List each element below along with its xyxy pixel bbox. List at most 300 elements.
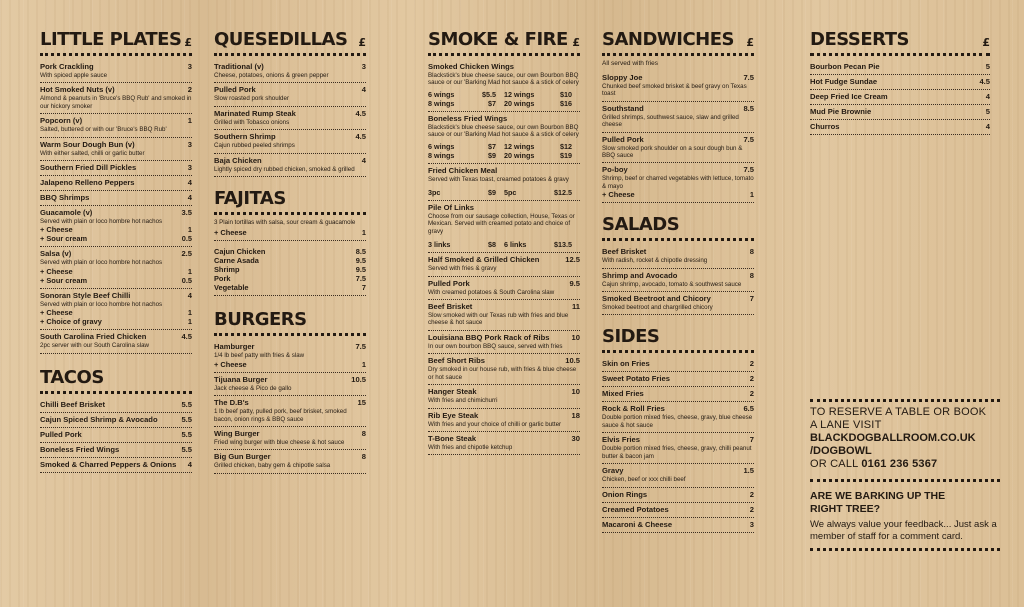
item-description: Served with plain or loco hombre hot nachos <box>40 218 163 226</box>
item-description: Double portion mixed fries, cheese, gravy, blue cheese sauce & hot sauce <box>602 414 753 429</box>
menu-item <box>810 60 990 75</box>
menu-item-row <box>40 193 192 202</box>
item-price: 4.5 <box>355 108 366 118</box>
column-2 <box>214 30 366 474</box>
price-option <box>428 90 504 99</box>
portion-label: 12 wings <box>504 141 535 151</box>
menu-item-row <box>602 374 754 383</box>
menu-item-row <box>40 400 192 409</box>
portion-label: 6 wings <box>428 141 455 151</box>
item-price: 5 <box>985 62 990 71</box>
item-description: Shrimp, beef or charred vegetables with lettuce, tomato & mayo <box>602 175 754 190</box>
menu-item-row <box>602 271 754 280</box>
reserve-line-2: A LANE VISIT <box>810 419 882 431</box>
menu-item-row <box>40 415 192 424</box>
portion-price: $16 <box>560 98 572 108</box>
menu-item-row <box>428 255 580 264</box>
portion-price: $13.5 <box>554 240 572 250</box>
item-price: 7.5 <box>743 134 754 144</box>
menu-item <box>40 289 192 330</box>
menu-item-row <box>40 430 192 439</box>
menu-item-row <box>214 452 366 461</box>
item-price: 8.5 <box>743 103 754 113</box>
little-plates-header <box>40 30 192 56</box>
portion-price: $19 <box>560 150 572 160</box>
menu-item-row <box>810 77 990 86</box>
item-name: Cajun Spiced Shrimp & Avocado <box>40 414 158 424</box>
item-price: 7.5 <box>355 274 366 284</box>
item-description: With fries and chipotle ketchup <box>428 443 513 451</box>
item-name: Southern Fried Dill Pickles <box>40 163 137 173</box>
item-description: Blackstick's blue cheese sauce, our own Bourbon BBQ sauce or our 'Barking Mad hot sauce & a stick of celery <box>428 123 579 139</box>
menu-item <box>214 154 366 177</box>
sides-title: SIDES <box>602 326 660 348</box>
portion-label: 8 wings <box>428 98 455 108</box>
menu-item-row <box>602 135 754 144</box>
portion-price: $9 <box>488 150 496 160</box>
item-price: 7 <box>749 294 754 304</box>
option-label: + Cheese <box>40 266 73 276</box>
menu-item-row <box>810 62 990 71</box>
item-price: 2 <box>749 374 754 384</box>
fajita-row <box>214 247 366 256</box>
burgers-title: BURGERS <box>214 309 307 331</box>
item-name: South Carolina Fried Chicken <box>40 332 147 342</box>
divider <box>810 399 1000 402</box>
portion-label: 3 links <box>428 240 451 250</box>
burgers-list <box>214 340 366 473</box>
item-price: 1.5 <box>743 466 754 476</box>
menu-item <box>40 138 192 161</box>
item-name: BBQ Shrimps <box>40 193 90 203</box>
price-option <box>428 142 504 151</box>
divider <box>810 479 1000 482</box>
item-description: With radish, rocket & chipotle dressing <box>602 257 708 265</box>
item-description: Served with Texas toast, creamed potatoes & gravy <box>428 175 569 183</box>
item-name: Southstand <box>602 103 644 113</box>
menu-item <box>40 60 192 83</box>
menu-item-row <box>214 132 366 141</box>
item-name: Pulled Pork <box>428 278 470 288</box>
portion-price: $7 <box>488 141 496 151</box>
menu-item-row <box>428 333 580 342</box>
item-name: Warm Sour Dough Bun (v) <box>40 139 135 149</box>
item-name: Hanger Steak <box>428 387 477 397</box>
item-description: Cajun shrimp, avocado, tomato & southwest sauce <box>602 280 742 288</box>
item-name: Popcorn (v) <box>40 116 83 126</box>
portion-price: $12.5 <box>554 188 572 198</box>
item-name: Traditional (v) <box>214 62 264 71</box>
item-option <box>602 190 754 199</box>
menu-item <box>602 292 754 315</box>
quesedillas-title: QUESEDILLAS <box>214 29 348 50</box>
item-price: 3 <box>187 62 192 71</box>
menu-item <box>214 427 366 450</box>
option-price: 0.5 <box>181 275 192 285</box>
item-name: Sonoran Style Beef Chilli <box>40 290 131 300</box>
menu-item <box>214 107 366 130</box>
item-name: Louisiana BBQ Pork Rack of Ribs <box>428 332 550 342</box>
item-description: With spiced apple sauce <box>40 72 108 79</box>
item-price: 2 <box>749 389 754 399</box>
item-price: 2 <box>749 359 754 369</box>
item-description: Dry smoked in our house rub, with fries & blue cheese or hot sauce <box>428 366 577 381</box>
item-price: 2 <box>749 504 754 514</box>
menu-item <box>602 402 754 433</box>
item-name: Pork <box>214 274 231 284</box>
item-name: Deep Fried Ice Cream <box>810 92 888 101</box>
item-price: 4 <box>361 85 366 95</box>
menu-item <box>214 396 366 427</box>
portion-price-grid <box>428 188 580 197</box>
menu-item-row <box>214 398 366 407</box>
menu-item <box>214 373 366 396</box>
item-description: Cheese, potatoes, onions & green pepper <box>214 72 329 79</box>
menu-item <box>602 372 754 387</box>
item-name: Smoked Chicken Wings <box>428 62 515 71</box>
item-price: 9.5 <box>355 256 366 266</box>
portion-price: $5.5 <box>482 89 496 99</box>
menu-item <box>40 83 192 114</box>
item-description: Choose from our sausage collection, House, Texas or Mexican. Served with creamed potato and choice of gravy <box>428 213 575 235</box>
item-price: 8 <box>361 452 366 462</box>
item-description: Smoked beetroot and chargrilled chicory <box>602 304 713 312</box>
menu-item <box>602 102 754 133</box>
item-name: Pulled Pork <box>214 85 256 95</box>
menu-item-row <box>428 434 580 443</box>
item-name: Shrimp <box>214 265 240 275</box>
menu-item-row <box>214 85 366 94</box>
menu-item <box>428 253 580 276</box>
menu-item <box>40 398 192 413</box>
phone-number[interactable]: 0161 236 5367 <box>861 458 938 470</box>
item-price: 8 <box>361 429 366 439</box>
item-name: Southern Shrimp <box>214 132 276 142</box>
item-name: Vegetable <box>214 283 249 293</box>
item-name: Mud Pie Brownie <box>810 107 872 116</box>
menu-item-row <box>602 520 754 529</box>
item-description: Jack cheese & Pico de gallo <box>214 384 292 392</box>
menu-item <box>40 458 192 473</box>
fajita-row <box>214 283 366 292</box>
currency-label: £ <box>184 36 192 49</box>
portion-price-grid <box>428 240 580 249</box>
menu-item <box>214 60 366 83</box>
item-name: Gravy <box>602 466 624 476</box>
currency-label: £ <box>358 36 366 49</box>
item-description: Fried wing burger with blue cheese & hot sauce <box>214 439 345 447</box>
option-label: + Cheese <box>214 228 247 238</box>
item-option <box>40 267 192 276</box>
column-1 <box>40 30 192 473</box>
feedback-text: We always value your feedback... Just ask a member of staff for a comment card. <box>810 519 997 542</box>
sandwiches-list <box>602 71 754 203</box>
price-option <box>428 151 504 160</box>
fajitas-header <box>214 189 366 215</box>
item-name: Wing Burger <box>214 429 260 439</box>
tacos-header <box>40 368 192 394</box>
item-description: Grilled shrimps, southwest sauce, slaw and grilled cheese <box>602 113 739 129</box>
sandwiches-title: SANDWICHES <box>602 29 734 50</box>
wing-price-grid <box>428 90 580 108</box>
menu-item <box>40 330 192 353</box>
item-price: 10 <box>571 332 580 342</box>
item-name: Pork Crackling <box>40 62 94 71</box>
option-price: 1 <box>187 266 192 276</box>
option-price: 1 <box>361 359 366 369</box>
item-description: Served with plain or loco hombre hot nachos <box>40 300 163 308</box>
menu-item-row <box>602 165 754 174</box>
item-option <box>40 234 192 243</box>
item-price: 15 <box>357 398 366 408</box>
item-price: 4 <box>985 92 990 101</box>
item-description: Almond & peanuts in 'Bruce's BBQ Rub' and smoked in our hickory smoker <box>40 95 192 110</box>
menu-item <box>602 71 754 102</box>
menu-item-row <box>602 505 754 514</box>
desserts-list <box>810 60 990 135</box>
item-name: Hot Smoked Nuts (v) <box>40 85 115 95</box>
menu-item-row <box>214 375 366 384</box>
menu-item <box>428 277 580 300</box>
portion-label: 5pc <box>504 188 517 198</box>
little-plates-list <box>40 60 192 354</box>
item-description: Served with plain or loco hombre hot nachos <box>40 259 163 267</box>
item-option <box>214 360 366 369</box>
boneless-wings-item <box>428 112 580 164</box>
menu-item-row <box>40 116 192 125</box>
menu-item-row <box>602 104 754 113</box>
item-price: 5 <box>985 107 990 116</box>
item-name: Mixed Fries <box>602 389 644 399</box>
menu-item-row <box>810 107 990 116</box>
item-description: Grilled chicken, baby gem & chipotle salsa <box>214 462 331 470</box>
portion-price: $12 <box>560 141 572 151</box>
item-price: 7 <box>361 283 366 293</box>
sandwiches-note: All served with fries <box>602 60 658 67</box>
fajitas-title: FAJITAS <box>214 188 286 210</box>
item-name: Bourbon Pecan Pie <box>810 62 880 71</box>
item-description: Salted, buttered or with our 'Bruce's BBQ Rub' <box>40 126 167 134</box>
item-price: 2 <box>187 85 192 95</box>
item-price: 7.5 <box>355 342 366 352</box>
item-description: Chunked beef smoked brisket & beef gravy on Texas toast <box>602 83 747 98</box>
item-price: 5.5 <box>181 429 192 439</box>
item-price: 3 <box>187 139 192 149</box>
reserve-url-1[interactable]: BLACKDOGBALLROOM.CO.UK <box>810 432 976 444</box>
fajitas-description: 3 Plain tortillas with salsa, sour cream & guacamole <box>214 219 356 227</box>
portion-label: 3pc <box>428 188 441 198</box>
item-name: Fried Chicken Meal <box>428 165 498 175</box>
menu-item-row <box>40 85 192 94</box>
portion-label: 12 wings <box>504 89 535 99</box>
price-option <box>504 90 580 99</box>
menu-item-row <box>602 490 754 499</box>
item-price: 1 <box>187 116 192 126</box>
menu-item-row <box>602 466 754 475</box>
item-description: Slow roasted pork shoulder <box>214 95 289 103</box>
currency-label: £ <box>746 36 754 49</box>
smoke-fire-header <box>428 30 580 56</box>
menu-item-row <box>602 404 754 413</box>
item-name: Beef Short Ribs <box>428 356 485 366</box>
portion-label: 6 links <box>504 240 527 250</box>
menu-item <box>214 340 366 372</box>
item-price: 2 <box>749 489 754 499</box>
menu-item <box>602 518 754 533</box>
item-description: With fries and your choice of chilli or garlic butter <box>428 420 562 428</box>
item-name: Boneless Fried Wings <box>40 444 120 454</box>
option-price: 1 <box>361 228 366 238</box>
feedback-title-2: RIGHT TREE? <box>810 502 880 515</box>
item-price: 4 <box>187 459 192 469</box>
menu-item-row <box>40 460 192 469</box>
item-name: Jalapeno Relleno Peppers <box>40 178 135 188</box>
tacos-list <box>40 398 192 473</box>
menu-item-row <box>810 122 990 131</box>
menu-item <box>602 269 754 292</box>
item-name: Pulled Pork <box>40 429 82 439</box>
item-name: Onion Rings <box>602 489 648 499</box>
item-price: 6.5 <box>743 404 754 414</box>
option-label: + Choice of gravy <box>40 317 102 327</box>
smoked-wings-item <box>428 60 580 112</box>
option-label: + Cheese <box>40 225 73 235</box>
item-name: Shrimp and Avocado <box>602 270 678 280</box>
portion-price: $10 <box>560 89 572 99</box>
item-description: 1/4 lb beef patty with fries & slaw <box>214 352 305 360</box>
sides-header <box>602 327 754 353</box>
option-price: 1 <box>187 308 192 318</box>
item-name: Pile Of Links <box>428 203 474 213</box>
item-description: With either salted, chilli or garlic butter <box>40 149 145 157</box>
price-option <box>504 142 580 151</box>
item-name: Guacamole (v) <box>40 208 93 218</box>
option-label: + Cheese <box>214 359 247 369</box>
menu-item-row <box>602 435 754 444</box>
quesedillas-header <box>214 30 366 56</box>
portion-price: $9 <box>488 188 496 198</box>
menu-item <box>40 413 192 428</box>
item-option <box>40 308 192 317</box>
item-name: Beef Brisket <box>602 247 647 257</box>
price-option <box>428 99 504 108</box>
salads-list <box>602 245 754 315</box>
item-price: 12.5 <box>565 255 580 265</box>
option-price: 1 <box>187 225 192 235</box>
reservation-block <box>810 399 1000 555</box>
menu-item-row <box>428 387 580 396</box>
fajitas-list <box>214 247 366 296</box>
item-price: 4 <box>361 155 366 165</box>
item-name: Chilli Beef Brisket <box>40 399 105 409</box>
portion-label: 20 wings <box>504 98 535 108</box>
menu-item-row <box>214 342 366 351</box>
menu-item-row <box>40 291 192 300</box>
menu-item-row <box>214 62 366 71</box>
item-option <box>40 225 192 234</box>
item-name: Hot Fudge Sundae <box>810 77 878 86</box>
item-name: Skin on Fries <box>602 359 650 369</box>
price-option <box>504 99 580 108</box>
item-price: 5.5 <box>181 444 192 454</box>
menu-item <box>602 464 754 487</box>
menu-item <box>214 450 366 473</box>
item-price: 9.5 <box>355 265 366 275</box>
pile-of-links-item <box>428 201 580 253</box>
item-price: 30 <box>571 433 580 443</box>
salads-header <box>602 215 754 241</box>
item-price: 4 <box>187 193 192 203</box>
menu-item-row <box>602 359 754 368</box>
menu-item-row <box>428 302 580 311</box>
column-3 <box>428 30 580 455</box>
item-description: Blackstick's blue cheese sauce, our own Bourbon BBQ sauce or our 'Barking Mad hot sauce & a stick of celery <box>428 72 579 87</box>
item-description: Slow smoked pork shoulder on a sour dough bun & BBQ sauce <box>602 144 743 160</box>
menu-item <box>810 120 990 135</box>
portion-label: 20 wings <box>504 150 535 160</box>
item-name: Smoked & Charred Peppers & Onions <box>40 459 177 469</box>
price-option <box>504 151 580 160</box>
item-price: 11 <box>571 302 580 312</box>
option-label: + Cheese <box>602 190 635 200</box>
item-name: Rock & Roll Fries <box>602 404 665 414</box>
item-name: Cajun Chicken <box>214 247 266 257</box>
menu-item <box>602 387 754 402</box>
fajita-row <box>214 256 366 265</box>
wing-price-grid <box>428 142 580 160</box>
item-price: 9.5 <box>569 278 580 288</box>
item-name: Marinated Rump Steak <box>214 108 296 118</box>
portion-price: $7 <box>488 98 496 108</box>
menu-item <box>428 331 580 354</box>
item-name: The D.B's <box>214 398 249 408</box>
item-price: 10.5 <box>565 356 580 366</box>
item-name: Hamburger <box>214 342 255 352</box>
item-name: Macaroni & Cheese <box>602 519 673 529</box>
menu-item <box>602 133 754 164</box>
menu-item <box>40 428 192 443</box>
portion-price: $8 <box>488 240 496 250</box>
item-price: 18 <box>571 410 580 420</box>
currency-label: £ <box>982 36 990 49</box>
option-price: 0.5 <box>181 234 192 244</box>
menu-item-row <box>602 73 754 82</box>
fajita-row <box>214 274 366 283</box>
item-description: Served with fries & gravy <box>428 265 497 273</box>
reserve-url-2[interactable]: /DOGBOWL <box>810 445 872 457</box>
salads-title: SALADS <box>602 214 680 236</box>
menu-item <box>428 354 580 385</box>
item-price: 8.5 <box>355 247 366 257</box>
menu-item <box>40 443 192 458</box>
smoke-fire-title: SMOKE & FIRE <box>428 29 568 50</box>
menu-item-row <box>602 294 754 303</box>
item-name: Boneless Fried Wings <box>428 113 508 123</box>
fried-chicken-item <box>428 164 580 201</box>
menu-item-row <box>40 62 192 71</box>
item-name: Tijuana Burger <box>214 374 268 384</box>
item-price: 3 <box>361 62 366 71</box>
item-name: Rib Eye Steak <box>428 410 479 420</box>
smoke-fire-list <box>428 253 580 455</box>
item-price: 7.5 <box>743 73 754 82</box>
menu-item <box>810 105 990 120</box>
menu-item-row <box>40 208 192 217</box>
sides-list <box>602 357 754 532</box>
price-option <box>504 188 580 197</box>
menu-item <box>40 161 192 176</box>
item-name: Sloppy Joe <box>602 73 643 82</box>
